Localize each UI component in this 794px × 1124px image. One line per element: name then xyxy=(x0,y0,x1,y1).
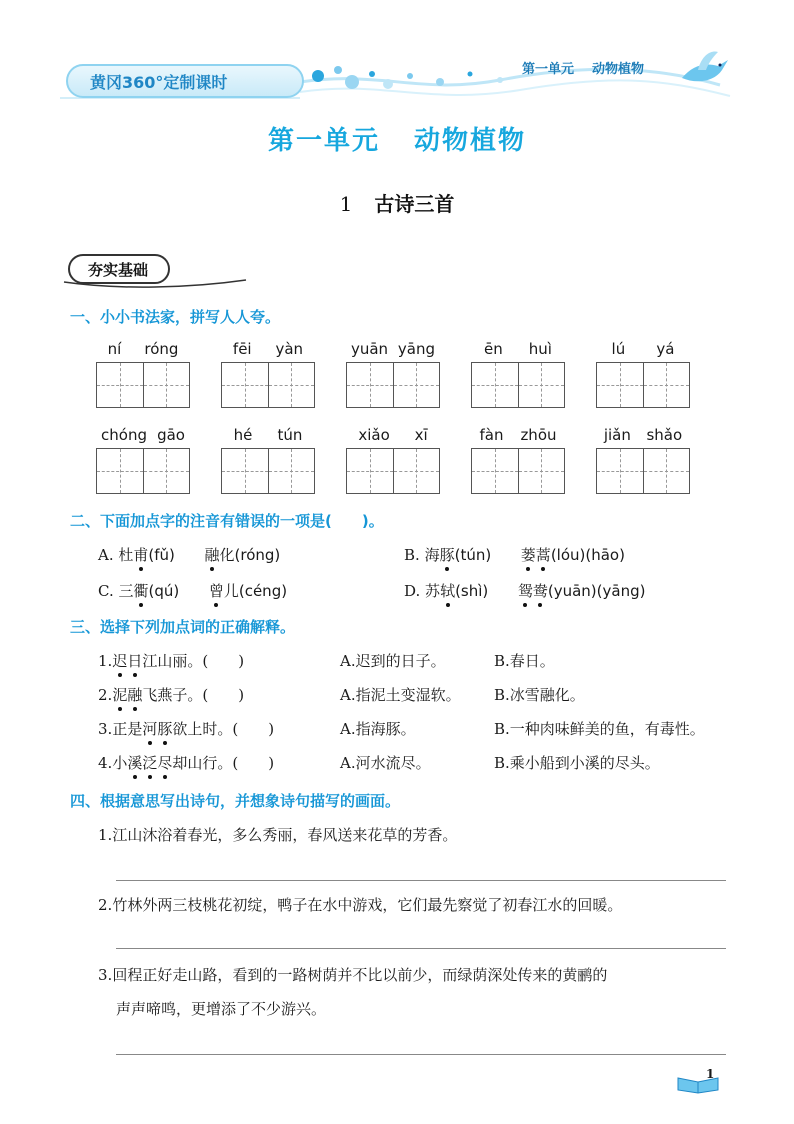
item-text: 正是 xyxy=(112,720,143,738)
brand-pill xyxy=(66,64,304,98)
pinyin-syllable: jiǎn xyxy=(603,426,631,444)
pinyin-word xyxy=(471,426,565,494)
pinyin-word xyxy=(96,340,190,408)
answer-line[interactable] xyxy=(116,1054,726,1055)
q3-item-1 xyxy=(98,650,244,671)
pinyin-syllable: huì xyxy=(528,340,552,358)
item-text: 却山行。 xyxy=(172,754,233,772)
item-number: 3. xyxy=(98,720,113,738)
pinyin-syllable: fàn xyxy=(479,426,504,444)
pinyin-syllable: ēn xyxy=(484,340,503,358)
q4-item-3 xyxy=(98,964,607,985)
pinyin-syllable: xiǎo xyxy=(358,426,390,444)
pinyin-word xyxy=(596,426,690,494)
badge-underline-decoration xyxy=(60,274,250,290)
pinyin-syllable: xī xyxy=(414,426,428,444)
option-word: 苏轼 xyxy=(425,582,456,600)
item-number: 2. xyxy=(98,896,113,914)
dotted-word: 溪泛尽 xyxy=(127,754,173,772)
pinyin-syllable: zhōu xyxy=(520,426,557,444)
writing-grid[interactable] xyxy=(96,362,190,408)
dotted-word: 河豚 xyxy=(142,720,173,738)
writing-grid[interactable] xyxy=(596,448,690,494)
option-pinyin: (shì) xyxy=(455,582,489,600)
option-pinyin: (lóu)(hāo) xyxy=(550,546,625,564)
answer-line[interactable] xyxy=(116,880,726,881)
item-text: 江山丽。 xyxy=(142,652,203,670)
pinyin-syllable: róng xyxy=(144,340,179,358)
running-header-topic: 动物植物 xyxy=(592,62,645,77)
q3-item-2 xyxy=(98,684,244,705)
item-text: 飞燕子。 xyxy=(142,686,203,704)
pinyin-syllable: tún xyxy=(277,426,303,444)
writing-grid[interactable] xyxy=(221,362,315,408)
q4-item-3-continued: 声声啼鸣，更增添了不少游兴。 xyxy=(116,1000,327,1018)
item-number: 4. xyxy=(98,754,113,772)
option-pinyin: (qú) xyxy=(148,582,180,600)
item-text: 小 xyxy=(112,754,128,772)
unit-title-topic: 动物植物 xyxy=(414,126,527,156)
writing-grid[interactable] xyxy=(346,448,440,494)
pinyin-syllable: gāo xyxy=(157,426,185,444)
section-badge-text: 夯实基础 xyxy=(88,260,149,279)
q3-item-4 xyxy=(98,752,274,773)
option-label: D. xyxy=(404,582,421,600)
brand-text: 黄冈360°定制课时 xyxy=(90,72,228,92)
option-word: 鸳鸯 xyxy=(517,582,548,600)
writing-grid[interactable] xyxy=(221,448,315,494)
q3-item-1-choice-a[interactable]: A.迟到的日子。 xyxy=(340,652,446,670)
q2-option-a[interactable] xyxy=(98,544,280,565)
unit-title-unit: 第一单元 xyxy=(267,126,380,156)
pinyin-word xyxy=(346,340,440,408)
q3-item-3-choice-b[interactable]: B.一种肉味鲜美的鱼，有毒性。 xyxy=(494,720,705,738)
unit-title xyxy=(0,120,794,157)
q1-heading: 一、小小书法家，拼写人人夸。 xyxy=(70,308,281,326)
item-text: 欲上时。 xyxy=(172,720,233,738)
running-header xyxy=(522,58,644,77)
pinyin-word xyxy=(471,340,565,408)
option-label: B. xyxy=(404,546,420,564)
pinyin-syllable: yāng xyxy=(397,340,436,358)
pinyin-syllable: ní xyxy=(107,340,122,358)
q2-option-b[interactable] xyxy=(404,544,625,565)
lesson-number: 1 xyxy=(339,192,353,216)
answer-blank[interactable]: ( ) xyxy=(232,754,275,772)
pinyin-word xyxy=(346,426,440,494)
q3-item-1-choice-b[interactable]: B.春日。 xyxy=(494,652,555,670)
lesson-title xyxy=(0,188,794,217)
lesson-name: 古诗三首 xyxy=(374,192,455,216)
q4-item-1 xyxy=(98,824,457,845)
pinyin-syllable: fēi xyxy=(232,340,252,358)
option-word: 三衢 xyxy=(118,582,149,600)
item-text: 江山沐浴着春光，多么秀丽，春风送来花草的芳香。 xyxy=(112,826,458,844)
option-pinyin: (fǔ) xyxy=(148,546,175,564)
q3-heading: 三、选择下列加点词的正确解释。 xyxy=(70,618,296,636)
option-pinyin: (róng) xyxy=(234,546,281,564)
option-word: 杜甫 xyxy=(118,546,149,564)
item-number: 1. xyxy=(98,652,113,670)
answer-blank[interactable]: ( ) xyxy=(202,652,245,670)
option-word: 曾儿 xyxy=(208,582,239,600)
item-number: 1. xyxy=(98,826,113,844)
pinyin-syllable: chóng xyxy=(101,426,147,444)
q3-item-2-choice-a[interactable]: A.指泥土变湿软。 xyxy=(340,686,461,704)
pinyin-syllable: hé xyxy=(233,426,253,444)
option-pinyin: (céng) xyxy=(238,582,288,600)
writing-grid[interactable] xyxy=(471,362,565,408)
q3-item-4-choice-a[interactable]: A.河水流尽。 xyxy=(340,754,431,772)
q3-item-3-choice-a[interactable]: A.指海豚。 xyxy=(340,720,416,738)
option-label: A. xyxy=(98,546,114,564)
dotted-word: 迟日 xyxy=(112,652,143,670)
pinyin-syllable: lú xyxy=(611,340,626,358)
option-word: 融化 xyxy=(204,546,235,564)
pinyin-word xyxy=(221,340,315,408)
option-pinyin: (yuān)(yāng) xyxy=(547,582,646,600)
option-word: 海豚 xyxy=(424,546,455,564)
pinyin-syllable: yuān xyxy=(350,340,389,358)
q4-heading: 四、根据意思写出诗句，并想象诗句描写的画面。 xyxy=(70,792,401,810)
option-label: C. xyxy=(98,582,114,600)
answer-line[interactable] xyxy=(116,948,726,949)
bird-icon xyxy=(678,48,730,88)
option-word: 蒌蒿 xyxy=(520,546,551,564)
answer-blank[interactable]: ( ) xyxy=(202,686,245,704)
q2-option-c[interactable] xyxy=(98,580,287,601)
answer-blank[interactable]: ( ) xyxy=(232,720,275,738)
pinyin-word xyxy=(96,426,190,494)
dotted-word: 泥融 xyxy=(112,686,143,704)
pinyin-syllable: shǎo xyxy=(646,426,683,444)
item-text: 竹林外两三枝桃花初绽，鸭子在水中游戏，它们最先察觉了初春江水的回暖。 xyxy=(112,896,623,914)
q2-option-d[interactable] xyxy=(404,580,645,601)
writing-grid[interactable] xyxy=(96,448,190,494)
running-header-unit: 第一单元 xyxy=(522,62,575,77)
q2-heading: 二、下面加点字的注音有错误的一项是( )。 xyxy=(70,512,384,530)
q3-item-2-choice-b[interactable]: B.冰雪融化。 xyxy=(494,686,585,704)
pinyin-word xyxy=(596,340,690,408)
writing-grid[interactable] xyxy=(596,362,690,408)
q4-item-2 xyxy=(98,894,622,915)
writing-grid[interactable] xyxy=(346,362,440,408)
q3-item-4-choice-b[interactable]: B.乘小船到小溪的尽头。 xyxy=(494,754,660,772)
pinyin-syllable: yá xyxy=(656,340,675,358)
writing-grid[interactable] xyxy=(471,448,565,494)
item-number: 2. xyxy=(98,686,113,704)
pinyin-word xyxy=(221,426,315,494)
q3-item-3 xyxy=(98,718,274,739)
page-number: 1 xyxy=(706,1067,715,1081)
item-number: 3. xyxy=(98,966,113,984)
item-text: 回程正好走山路，看到的一路树荫并不比以前少，而绿荫深处传来的黄鹂的 xyxy=(112,966,608,984)
option-pinyin: (tún) xyxy=(454,546,492,564)
pinyin-syllable: yàn xyxy=(275,340,304,358)
